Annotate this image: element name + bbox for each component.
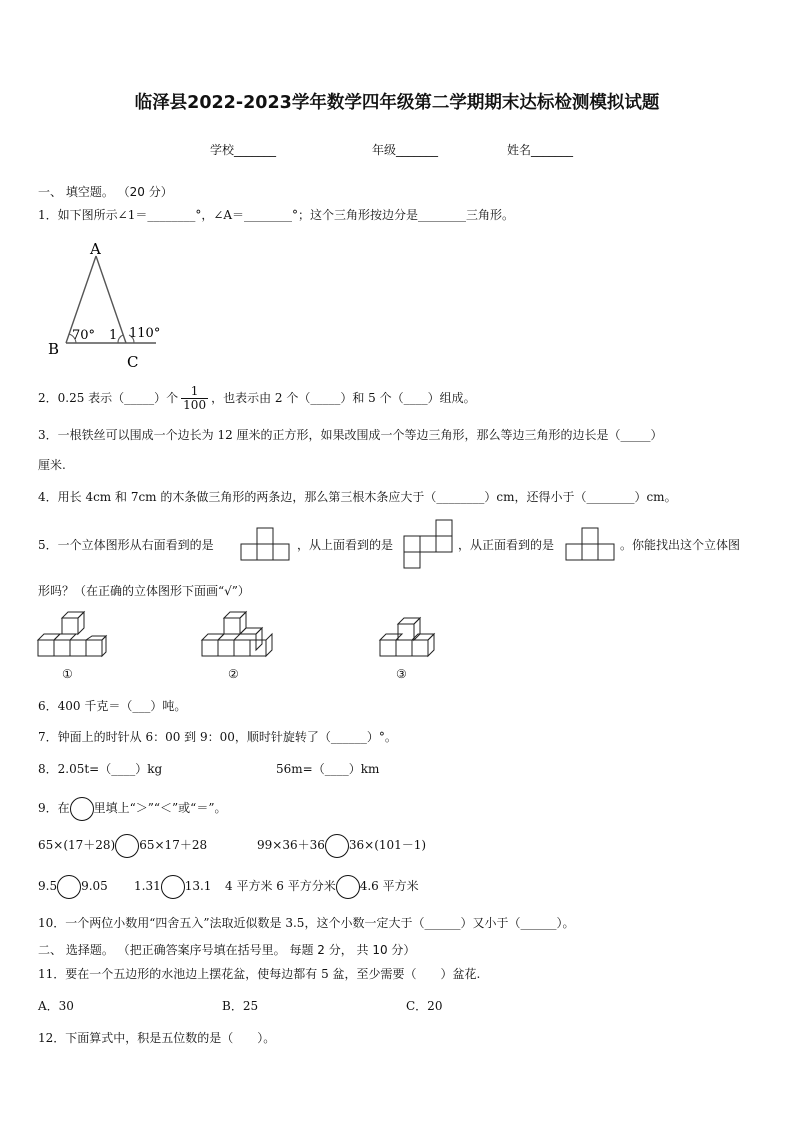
compare-right: 13.1 <box>184 879 212 893</box>
question-9-pre: 9．在 <box>38 801 70 815</box>
question-2 <box>38 381 476 415</box>
name-field: 姓名_______ <box>507 143 574 157</box>
vertex-b-label: B <box>48 340 60 358</box>
option-2-label: ② <box>228 667 239 681</box>
compare-row-2a <box>38 873 108 899</box>
question-2-pre: 2．0.25 表示（_____）个 <box>38 391 179 405</box>
fraction <box>181 385 208 412</box>
compare-right: 36×(101－1) <box>348 838 427 852</box>
question-11: 11．要在一个五边形的水池边上摆花盆，使每边都有 5 盆，至少需要（ ）盆花. <box>38 967 481 981</box>
question-5-part-d: 。你能找出这个立体图 <box>620 538 741 552</box>
exterior-angle-label: 110° <box>129 326 161 341</box>
top-view-figure <box>404 519 456 570</box>
question-8-part-b: 56m=（____）km <box>276 762 380 776</box>
fraction-denominator: 100 <box>183 398 207 412</box>
compare-row-2c <box>225 873 419 899</box>
question-7: 7．钟面上的时针从 6：00 到 9：00，顺时针旋转了（______）°。 <box>38 730 397 744</box>
fraction-numerator: 1 <box>181 385 208 399</box>
vertex-a-label: A <box>90 240 101 258</box>
option-c[interactable]: C．20 <box>406 999 443 1013</box>
section-2-heading: 二、 选择题。 （把正确答案序号填在括号里。 每题 2 分， 共 10 分） <box>38 943 416 957</box>
question-5-part-a: 5．一个立体图形从右面看到的是 <box>38 538 214 552</box>
page-title: 临泽县2022-2023学年数学四年级第二学期期末达标检测模拟试题 <box>134 93 660 113</box>
question-1: 1．如下图所示∠1＝________°，∠A＝________°；这个三角形按边分是________三角形。 <box>38 208 515 222</box>
section-1-heading: 一、 填空题。 （20 分） <box>38 185 173 199</box>
compare-row-1b <box>257 832 426 858</box>
compare-right: 65×17＋28 <box>139 838 208 852</box>
question-10: 10．一个两位小数用“四舍五入”法取近似数是 3.5，这个小数一定大于（______）又小于（______）。 <box>38 916 575 930</box>
question-9 <box>38 795 226 821</box>
question-8-part-a: 8．2.05t=（____）kg <box>38 762 163 776</box>
angle-1-label: 1 <box>109 328 118 343</box>
grade-field: 年级_______ <box>372 143 439 157</box>
answer-circle[interactable] <box>57 875 81 899</box>
compare-row-2b <box>134 873 211 899</box>
solid-figure-2 <box>200 610 274 662</box>
compare-left: 65×(17＋28) <box>38 838 116 852</box>
compare-right: 4.6 平方米 <box>359 879 419 893</box>
option-3-label: ③ <box>396 667 407 681</box>
vertex-c-label: C <box>127 353 139 371</box>
angle-b-label: 70° <box>72 328 96 343</box>
question-4: 4．用长 4cm 和 7cm 的木条做三角形的两条边，那么第三根木条应大于（________）cm，还得小于（________）cm。 <box>38 490 677 504</box>
compare-left: 99×36＋36 <box>257 838 325 852</box>
answer-circle[interactable] <box>115 834 139 858</box>
question-12: 12．下面算式中，积是五位数的是（ ）。 <box>38 1031 276 1045</box>
question-2-post: ，也表示由 2 个（_____）和 5 个（____）组成。 <box>211 391 476 405</box>
option-b[interactable]: B．25 <box>222 999 259 1013</box>
question-5-line-2: 形吗？（在正确的立体图形下面画“√”） <box>38 584 250 598</box>
question-6: 6．400 千克＝（___）吨。 <box>38 699 187 713</box>
answer-circle[interactable] <box>161 875 185 899</box>
compare-left: 9.5 <box>38 879 58 893</box>
option-1-label: ① <box>62 667 73 681</box>
triangle-figure <box>40 236 180 371</box>
answer-circle[interactable] <box>70 797 94 821</box>
question-9-post: 里填上“＞”“＜”或“＝”。 <box>93 801 227 815</box>
answer-circle[interactable] <box>336 875 360 899</box>
question-5-part-c: ，从正面看到的是 <box>458 538 555 552</box>
question-3-line-1: 3．一根铁丝可以围成一个边长为 12 厘米的正方形，如果改围成一个等边三角形，那么等边三角形的边长是（_____） <box>38 428 663 442</box>
solid-figure-1 <box>36 610 106 662</box>
compare-right: 9.05 <box>81 879 108 893</box>
option-a[interactable]: A．30 <box>38 999 74 1013</box>
right-view-figure <box>241 527 293 561</box>
answer-circle[interactable] <box>325 834 349 858</box>
school-field: 学校_______ <box>210 143 277 157</box>
compare-left: 4 平方米 6 平方分米 <box>225 879 336 893</box>
question-5-part-b: ，从上面看到的是 <box>297 538 394 552</box>
question-3-line-2: 厘米. <box>38 458 66 472</box>
front-view-figure <box>566 527 618 561</box>
compare-left: 1.31 <box>134 879 161 893</box>
compare-row-1a <box>38 832 207 858</box>
solid-figure-3 <box>378 610 438 662</box>
